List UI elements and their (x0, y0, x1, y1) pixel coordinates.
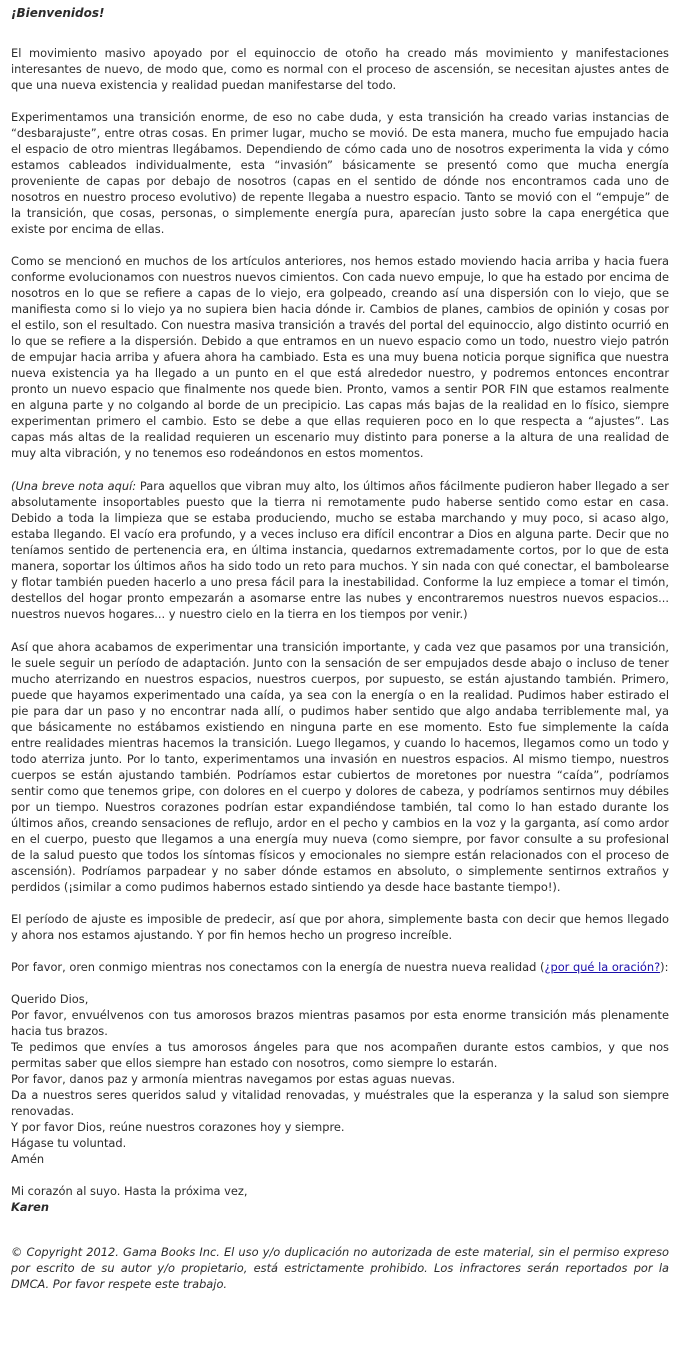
paragraph-note (11, 478, 669, 622)
prayer-line-amen: Amén (11, 1152, 45, 1166)
closing-line: Mi corazón al suyo. Hasta la próxima vez, (11, 1184, 248, 1198)
paragraph-transition: Experimentamos una transición enorme, de eso no cabe duda, y esta transición ha creado varias instancias de “desbarajuste”, entre otras cosas. En primer lugar, mucho se movió. De esta manera, mucho fue empujado hacia el espacio de otro mientras llegábamos. Dependiendo de cómo cada uno de nosotros experimenta la vida y cómo estamos cableados individualmente, esta “invasión” básicamente se presentó como que mucha energía proveniente de capas por debajo de nosotros (capas en el sentido de dónde nos encontramos cada uno de nosotros en nuestro proceso evolutivo) de repente llegaba a nuestro espacio. Tanto se movió con el “empuje” de la transición, que cosas, personas, o simplemente energía pura, aparecían justo sobre la capa energética que existe por encima de ellas. (11, 110, 669, 236)
prayer-line: Da a nuestros seres queridos salud y vitalidad renovadas, y muéstrales que la esperanza y la salud son siempre renovadas. (11, 1088, 669, 1118)
why-prayer-link[interactable]: ¿por qué la oración? (544, 960, 661, 974)
note-lead: (Una breve nota aquí: (11, 479, 137, 493)
signature: Karen (11, 1200, 49, 1214)
prayer-line: Y por favor Dios, reúne nuestros corazones hoy y siempre. (11, 1120, 345, 1134)
paragraph-intro: El movimiento masivo apoyado por el equinoccio de otoño ha creado más movimiento y manifestaciones interesantes de nuevo, de modo que, como es normal con el proceso de ascensión, se necesitan ajustes antes de que una nueva existencia y realidad puedan manifestarse del todo. (11, 46, 669, 92)
prayer-block (11, 991, 669, 1167)
prayer-line: Por favor, danos paz y armonía mientras navegamos por estas aguas nuevas. (11, 1072, 456, 1086)
copyright-notice: © Copyright 2012. Gama Books Inc. El uso y/o duplicación no autorizada de este material, sin el permiso expreso por escrito de su autor y/o propietario, está estrictamente prohibido. Los infractores serán reportados por la DMCA. Por favor respete este trabajo. (11, 1245, 669, 1291)
paragraph-adjustment: El período de ajuste es imposible de predecir, así que por ahora, simplemente basta con decir que hemos llegado y ahora nos estamos ajustando. Y por fin hemos hecho un progreso increíble. (11, 912, 669, 942)
prayer-line: Por favor, envuélvenos con tus amorosos brazos mientras pasamos por esta enorme transición más plenamente hacia tus brazos. (11, 1008, 669, 1038)
prayer-invite-end: ): (660, 960, 669, 974)
prayer-line: Te pedimos que envíes a tus amorosos ángeles para que nos acompañen durante estos cambios, y que nos permitas saber que ellos siempre han estado con nosotros, como siempre lo estarán. (11, 1040, 669, 1070)
note-body: Para aquellos que vibran muy alto, los últimos años fácilmente pudieron haber llegado a ser absolutamente insoportables puesto que la tierra ni remotamente pudo haberse sentido como estar en casa. Debido a toda la limpieza que se estaba produciendo, mucho se estaba marchando y muy poco, si acaso algo, estaba llegando. El vacío era profundo, y a veces incluso era difícil encontrar a Dios en alguna parte. Decir que no teníamos sentido de pertenencia era, en última instancia, quedarnos extremadamente cortos, por lo que de esta manera, soportar los últimos años ha sido todo un reto para muchos. Y sin nada con qué conectar, el bambolearse y flotar también pueden hacerlo a uno presa fácil para la inestabilidad. Conforme la luz empiece a tomar el timón, destellos del hogar pronto empezarán a asomarse entre las nubes y encontraremos nuestros nuevos espacios... nuestros nuevos hogares... y nuestro cielo en la tierra en los tiempos por venir.) (11, 479, 669, 621)
prayer-line-salutation: Querido Dios, (11, 992, 89, 1006)
prayer-line: Hágase tu voluntad. (11, 1136, 127, 1150)
greeting-heading: ¡Bienvenidos! (11, 6, 105, 20)
paragraph-dispersion: Como se mencionó en muchos de los artículos anteriores, nos hemos estado moviendo hacia arriba y hacia fuera conforme evolucionamos con nuestros nuevos cimientos. Con cada nuevo empuje, lo que ha estado por encima de nosotros en lo que se refiere a capas de lo viejo, era golpeado, creando así una dispersión con lo viejo, que se manifiesta como si lo viejo ya no supiera bien hacia dónde ir. Cambios de planes, cambios de opinión y cosas por el estilo, son el resultado. Con nuestra masiva transición a través del portal del equinoccio, algo distinto ocurrió en lo que se refiere a la dispersión. Debido a que entramos en un nuevo espacio como un todo, nuestro viejo patrón de empujar hacia arriba y afuera ahora ha cambiado. Esta es una muy buena noticia porque significa que nuestra nueva existencia ya ha llegado a un punto en el que está alrededor nuestro, y podremos entonces encontrar pronto un nuevo espacio que finalmente nos quede bien. Pronto, vamos a sentir POR FIN que estamos realmente en alguna parte y no colgando al borde de un precipicio. Las capas más bajas de la realidad en lo físico, siempre experimentan primero el cambio. Esto se debe a que ellas requieren poco en lo que respecta a “ajustes”. Las capas más altas de la realidad requieren un escenario muy distinto para ponerse a la altura de una realidad de muy alta vibración, y no tenemos eso rodeándonos en estos momentos. (11, 254, 669, 460)
paragraph-prayer-invite (11, 959, 669, 975)
prayer-invite-text: Por favor, oren conmigo mientras nos conectamos con la energía de nuestra nueva realidad ( (11, 960, 545, 974)
paragraph-adaptation: Así que ahora acabamos de experimentar una transición importante, y cada vez que pasamos por una transición, le suele seguir un período de adaptación. Junto con la sensación de ser empujados desde abajo o incluso de tener mucho aterrizando en nuestros espacios, nuestros cuerpos, por supuesto, se están ajustando también. Primero, puede que hayamos experimentado una caída, ya sea con la energía o en la realidad. Pudimos haber estirado el pie para dar un paso y no encontrar nada allí, o pudimos haber sentido que algo andaba terriblemente mal, ya que básicamente no estábamos existiendo en ninguna parte en ese momento. Esto fue simplemente la caída entre realidades mientras hacemos la transición. Luego llegamos, y cuando lo hacemos, llegamos como un todo y todo aterriza junto. Por lo tanto, experimentamos una invasión en nuestros espacios. Al mismo tiempo, nuestros cuerpos se están ajustando también. Podríamos estar cubiertos de moretones por nuestra “caída”, podríamos sentir como que tenemos gripe, con dolores en el cuerpo y dolores de cabeza, y podríamos sentirnos muy débiles por un tiempo. Nuestros corazones podrían estar expandiéndose también, tal como lo han estado durante los últimos años, creando sensaciones de reflujo, ardor en el pecho y cambios en la voz y la garganta, así como ardor en el cuerpo, puesto que llegamos a una energía muy nueva (como siempre, por favor consulte a su profesional de la salud puesto que todos los síntomas físicos y emocionales no siempre están relacionados con el proceso de ascensión). Podríamos parpadear y no saber dónde estamos en absoluto, o simplemente sentirnos extraños y perdidos (¡similar a como pudimos habernos estado sintiendo ya desde hace bastante tiempo!). (11, 640, 669, 894)
